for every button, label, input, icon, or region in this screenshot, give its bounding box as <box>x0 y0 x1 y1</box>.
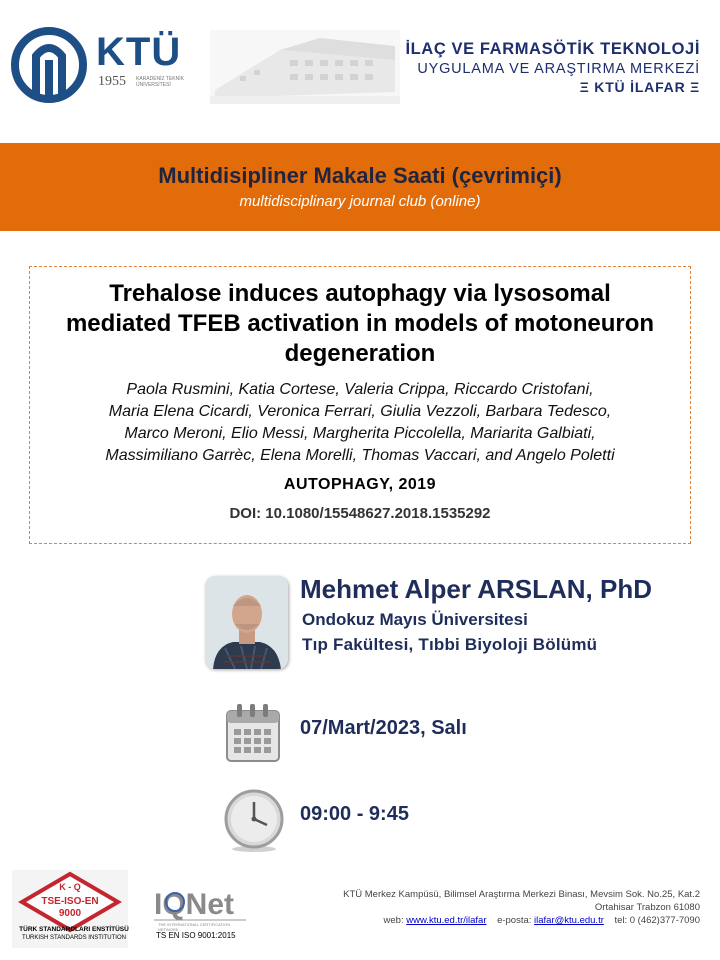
ktu-logo <box>10 26 190 106</box>
ktu-logo-text: KTÜ <box>96 30 182 74</box>
banner-title: Multidisipliner Makale Saati (çevrimiçi) <box>158 163 562 188</box>
iqnet-small-text: THE INTERNATIONAL CERTIFICATION NETWORK <box>158 922 231 932</box>
address-line1: KTÜ Merkez Kampüsü, Bilimsel Araştırma Merkezi Binası, Mevsim Sok. No.25, Kat.2 <box>343 889 700 900</box>
banner-subtitle: multidisciplinary journal club (online) <box>239 193 481 210</box>
iqnet-logo <box>150 882 250 926</box>
ktu-emblem-icon <box>10 26 88 104</box>
paper-journal: AUTOPHAGY, 2019 <box>283 476 437 493</box>
clock-icon <box>223 789 285 853</box>
center-title-line2: UYGULAMA VE ARAŞTIRMA MERKEZİ <box>417 61 700 77</box>
calendar-icon <box>225 703 281 763</box>
contact-line <box>343 914 700 927</box>
paper-doi: DOI: 10.1080/15548627.2018.1535292 <box>229 505 491 522</box>
tse-caption-en: TURKISH STANDARDS INSTITUTION <box>22 935 126 941</box>
speaker-portrait <box>205 576 288 669</box>
email-link[interactable]: ilafar@ktu.edu.tr <box>534 915 604 926</box>
speaker-photo <box>205 576 288 669</box>
center-title-line1: İLAÇ VE FARMASÖTİK TEKNOLOJİ <box>405 40 700 58</box>
tse-caption-tr: TÜRK STANDARDLARI ENSTİTÜSÜ <box>19 926 129 933</box>
author-line: Massimiliano Garrèc, Elena Morelli, Thomas Vaccari, and Angelo Poletti <box>105 447 615 464</box>
phone-text: tel: 0 (462)377-7090 <box>614 915 700 926</box>
iqnet-logo-text: IQNet <box>154 888 235 921</box>
author-line: Paola Rusmini, Katia Cortese, Valeria Crippa, Riccardo Cristofani, <box>126 381 594 398</box>
event-banner <box>0 143 720 231</box>
event-time: 09:00 - 9:45 <box>300 803 409 825</box>
tse-top-text: K - Q <box>59 882 81 892</box>
paper-authors <box>30 379 690 467</box>
paper-title: Trehalose induces autophagy via lysosomal mediated TFEB activation in models of motoneuron degeneration <box>65 280 655 367</box>
ktu-logo-subtext: KARADENİZ TEKNİK ÜNİVERSİTESİ <box>136 76 184 88</box>
web-label: web: <box>383 915 404 926</box>
author-line: Maria Elena Cicardi, Veronica Ferrari, Giulia Vezzoli, Barbara Tedesco, <box>108 403 612 420</box>
web-link[interactable]: www.ktu.ed.tr/ilafar <box>406 915 487 926</box>
tse-mid-text: TSE-ISO-EN <box>41 896 99 907</box>
email-label: e-posta: <box>497 915 532 926</box>
iqnet-caption: TS EN ISO 9001:2015 <box>156 931 236 940</box>
center-title <box>405 40 700 95</box>
building-image <box>210 30 400 104</box>
author-line: Marco Meroni, Elio Messi, Margherita Piccolella, Mariarita Galbiati, <box>124 425 596 442</box>
speaker-name: Mehmet Alper ARSLAN, PhD <box>300 574 652 604</box>
address-line2: Ortahisar Trabzon 61080 <box>594 902 700 913</box>
center-title-line3: Ξ KTÜ İLAFAR Ξ <box>579 79 700 95</box>
ktu-logo-year: 1955 <box>98 74 126 89</box>
contact-address <box>343 888 700 927</box>
speaker-department: Tıp Fakültesi, Tıbbi Biyoloji Bölümü <box>302 635 598 654</box>
tse-number-text: 9000 <box>58 908 82 919</box>
paper-box <box>29 266 691 544</box>
speaker-university: Ondokuz Mayıs Üniversitesi <box>302 610 528 629</box>
event-date: 07/Mart/2023, Salı <box>300 717 467 739</box>
